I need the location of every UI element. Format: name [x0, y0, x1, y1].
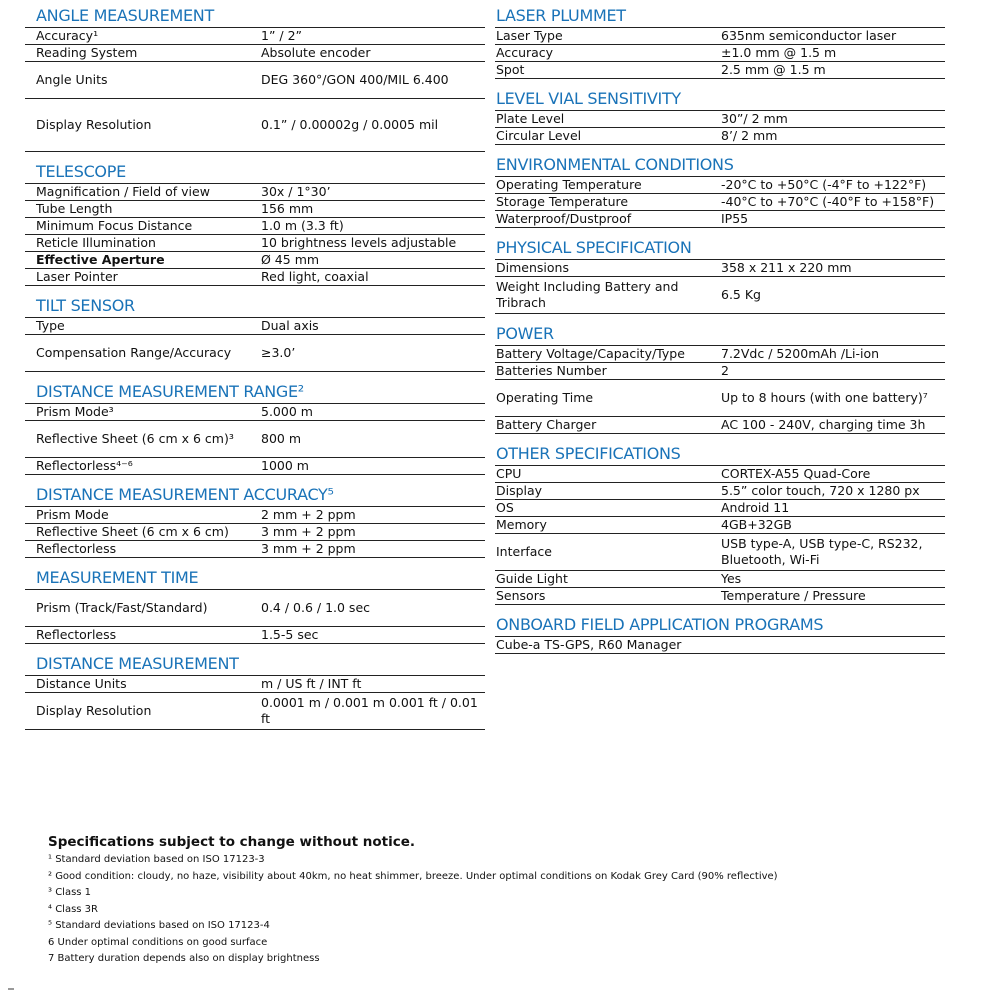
spec-label: Distance Units	[36, 676, 127, 691]
right-column	[495, 6, 945, 664]
spec-row	[495, 500, 945, 517]
spec-value: 2	[721, 363, 729, 378]
spec-label: Reflective Sheet (6 cm x 6 cm)	[36, 524, 229, 539]
section-physical-specification	[495, 238, 945, 314]
spec-row	[495, 211, 945, 228]
spec-row	[25, 45, 485, 62]
spec-label: Storage Temperature	[496, 194, 629, 209]
section-title: POWER	[495, 324, 945, 346]
spec-value: 358 x 211 x 220 mm	[721, 260, 852, 275]
section-title: LASER PLUMMET	[495, 6, 945, 28]
footnote-item: ¹ Standard deviation based on ISO 17123-3	[48, 854, 265, 865]
spec-row	[25, 676, 485, 693]
footnote-list	[48, 852, 948, 968]
section-distance-measurement	[25, 654, 485, 730]
spec-value: 2 mm + 2 ppm	[261, 507, 356, 522]
spec-row	[495, 128, 945, 145]
spec-row	[25, 458, 485, 475]
spec-value: IP55	[721, 211, 749, 226]
spec-row	[25, 235, 485, 252]
spec-label: Accuracy¹	[36, 28, 99, 43]
spec-row	[25, 404, 485, 421]
section-title: PHYSICAL SPECIFICATION	[495, 238, 945, 260]
spec-value: 5.000 m	[261, 404, 313, 419]
spec-label: Operating Temperature	[496, 177, 642, 192]
spec-value: 30x / 1°30’	[261, 184, 331, 199]
spec-label: Laser Type	[496, 28, 563, 43]
section-title: ONBOARD FIELD APPLICATION PROGRAMS	[495, 615, 945, 637]
spec-value: CORTEX-A55 Quad-Core	[721, 466, 871, 481]
spec-value: 6.5 Kg	[721, 287, 761, 302]
spec-value: AC 100 - 240V, charging time 3h	[721, 417, 926, 432]
spec-row	[25, 318, 485, 335]
spec-label: Operating Time	[496, 390, 594, 405]
spec-label: Display Resolution	[36, 703, 152, 718]
section-title: MEASUREMENT TIME	[25, 568, 485, 590]
spec-label: Reflective Sheet (6 cm x 6 cm)³	[36, 431, 234, 446]
spec-value: -40°C to +70°C (-40°F to +158°F)	[721, 194, 935, 209]
spec-label: Effective Aperture	[36, 252, 165, 267]
spec-value: -20°C to +50°C (-4°F to +122°F)	[721, 177, 927, 192]
section-title: ENVIRONMENTAL CONDITIONS	[495, 155, 945, 177]
footnote-item: 6 Under optimal conditions on good surface	[48, 936, 268, 948]
footnote-item: ² Good condition: cloudy, no haze, visibility about 40km, no heat shimmer, breeze. Under optimal conditions on Kodak Grey Card (90% reflective)	[48, 870, 778, 882]
spec-value: USB type-A, USB type-C, RS232, Bluetooth, Wi-Fi	[721, 536, 923, 567]
spec-label: OS	[496, 500, 514, 515]
section-distance-measurement-range	[25, 382, 485, 475]
left-column	[25, 6, 485, 740]
spec-row	[25, 524, 485, 541]
spec-row	[495, 363, 945, 380]
spec-value: DEG 360°/GON 400/MIL 6.400	[261, 72, 449, 87]
spec-row	[25, 269, 485, 286]
section-onboard-field-application-programs	[495, 615, 945, 654]
spec-value: 3 mm + 2 ppm	[261, 541, 356, 556]
spec-row	[495, 417, 945, 434]
spec-row	[495, 177, 945, 194]
spec-row	[25, 421, 485, 458]
spec-label: Dimensions	[496, 260, 569, 275]
spec-label: Spot	[496, 62, 525, 77]
spec-row	[25, 201, 485, 218]
spec-row	[495, 483, 945, 500]
spec-label: Reflectorless	[36, 541, 117, 556]
spec-value: Up to 8 hours (with one battery)⁷	[721, 390, 928, 405]
footnotes-heading: Specifications subject to change without notice.	[48, 834, 415, 850]
spec-value: 1” / 2”	[261, 28, 303, 43]
section-angle-measurement	[25, 6, 485, 152]
spec-value: 8’/ 2 mm	[721, 128, 778, 143]
spec-row	[25, 507, 485, 524]
spec-label: Reading System	[36, 45, 138, 60]
spec-label: Compensation Range/Accuracy	[36, 345, 232, 360]
spec-row	[495, 28, 945, 45]
spec-label: Minimum Focus Distance	[36, 218, 193, 233]
spec-value: ±1.0 mm @ 1.5 m	[721, 45, 837, 60]
spec-value: Android 11	[721, 500, 790, 515]
spec-row	[495, 637, 945, 654]
spec-label: Weight Including Battery and Tribrach	[496, 279, 679, 310]
spec-label: Plate Level	[496, 111, 565, 126]
spec-row	[25, 693, 485, 730]
spec-value: Yes	[721, 571, 742, 586]
spec-row	[25, 627, 485, 644]
spec-row	[495, 571, 945, 588]
spec-row	[25, 62, 485, 99]
section-other-specifications	[495, 444, 945, 605]
section-title: LEVEL VIAL SENSITIVITY	[495, 89, 945, 111]
spec-value: 5.5” color touch, 720 x 1280 px	[721, 483, 920, 498]
spec-label: Tube Length	[36, 201, 113, 216]
spec-value: 635nm semiconductor laser	[721, 28, 897, 43]
spec-value: Dual axis	[261, 318, 319, 333]
spec-row	[25, 184, 485, 201]
section-distance-measurement-accuracy	[25, 485, 485, 558]
spec-row	[25, 590, 485, 627]
spec-row	[495, 277, 945, 314]
spec-label: Display Resolution	[36, 117, 152, 132]
spec-value: 156 mm	[261, 201, 314, 216]
spec-label: Angle Units	[36, 72, 108, 87]
spec-label: Accuracy	[496, 45, 554, 60]
spec-row	[495, 534, 945, 571]
spec-value: m / US ft / INT ft	[261, 676, 362, 691]
spec-label: Interface	[496, 544, 552, 559]
spec-label: Circular Level	[496, 128, 582, 143]
section-title: OTHER SPECIFICATIONS	[495, 444, 945, 466]
spec-label: Reflectorless⁴⁻⁶	[36, 458, 133, 473]
spec-value: 1.0 m (3.3 ft)	[261, 218, 344, 233]
spec-label: Display	[496, 483, 543, 498]
section-title: DISTANCE MEASUREMENT ACCURACY⁵	[25, 485, 485, 507]
spec-value: 4GB+32GB	[721, 517, 792, 532]
spec-row	[495, 517, 945, 534]
spec-label: Prism Mode	[36, 507, 109, 522]
section-title: DISTANCE MEASUREMENT	[25, 654, 485, 676]
spec-value: 10 brightness levels adjustable	[261, 235, 457, 250]
spec-value: 3 mm + 2 ppm	[261, 524, 356, 539]
section-title: DISTANCE MEASUREMENT RANGE²	[25, 382, 485, 404]
spec-value: 1000 m	[261, 458, 309, 473]
spec-label: Guide Light	[496, 571, 568, 586]
footnote-item: 7 Battery duration depends also on display brightness	[48, 953, 320, 964]
spec-value: Cube-a TS-GPS, R60 Manager	[496, 637, 682, 652]
footnote-item: ⁵ Standard deviations based on ISO 17123-4	[48, 920, 270, 931]
spec-row	[495, 466, 945, 483]
spec-value: 1.5-5 sec	[261, 627, 319, 642]
footnote-item: ³ Class 1	[48, 887, 92, 898]
spec-label: Reticle Illumination	[36, 235, 156, 250]
spec-label: Magnification / Field of view	[36, 184, 210, 199]
spec-value: 0.0001 m / 0.001 m 0.001 ft / 0.01 ft	[261, 695, 478, 726]
spec-row	[495, 380, 945, 417]
section-power	[495, 324, 945, 434]
section-measurement-time	[25, 568, 485, 644]
spec-value: 0.1” / 0.00002g / 0.0005 mil	[261, 117, 439, 132]
spec-value: 30”/ 2 mm	[721, 111, 788, 126]
spec-row	[495, 346, 945, 363]
footnotes	[48, 832, 948, 968]
spec-label: Prism (Track/Fast/Standard)	[36, 600, 208, 615]
section-telescope	[25, 162, 485, 286]
corner-mark	[8, 988, 14, 990]
section-title: TILT SENSOR	[25, 296, 485, 318]
spec-row	[25, 252, 485, 269]
spec-label: Battery Voltage/Capacity/Type	[496, 346, 685, 361]
spec-row	[495, 111, 945, 128]
section-title: TELESCOPE	[25, 162, 485, 184]
spec-value: Absolute encoder	[261, 45, 371, 60]
spec-value: 0.4 / 0.6 / 1.0 sec	[261, 600, 371, 615]
spec-row	[495, 194, 945, 211]
spec-value: Ø 45 mm	[261, 252, 320, 267]
spec-value: 7.2Vdc / 5200mAh /Li-ion	[721, 346, 880, 361]
spec-value: Temperature / Pressure	[721, 588, 866, 603]
spec-value: 2.5 mm @ 1.5 m	[721, 62, 826, 77]
spec-label: Memory	[496, 517, 547, 532]
spec-row	[495, 45, 945, 62]
spec-label: Prism Mode³	[36, 404, 114, 419]
spec-value: 800 m	[261, 431, 302, 446]
spec-row	[495, 260, 945, 277]
spec-label: CPU	[496, 466, 522, 481]
spec-label: Type	[36, 318, 65, 333]
section-tilt-sensor	[25, 296, 485, 372]
footnote-item: ⁴ Class 3R	[48, 903, 98, 915]
section-laser-plummet	[495, 6, 945, 79]
spec-label: Reflectorless	[36, 627, 117, 642]
section-environmental-conditions	[495, 155, 945, 228]
spec-row	[495, 62, 945, 79]
spec-row	[25, 99, 485, 152]
section-level-vial-sensitivity	[495, 89, 945, 145]
spec-row	[25, 335, 485, 372]
spec-row	[25, 218, 485, 235]
spec-value: ≥3.0’	[261, 345, 296, 360]
section-title: ANGLE MEASUREMENT	[25, 6, 485, 28]
spec-row	[25, 28, 485, 45]
spec-row	[25, 541, 485, 558]
spec-label: Waterproof/Dustproof	[496, 211, 632, 226]
spec-label: Sensors	[496, 588, 546, 603]
spec-row	[495, 588, 945, 605]
spec-label: Batteries Number	[496, 363, 607, 378]
spec-label: Battery Charger	[496, 417, 597, 432]
spec-label: Laser Pointer	[36, 269, 118, 284]
spec-value: Red light, coaxial	[261, 269, 369, 284]
